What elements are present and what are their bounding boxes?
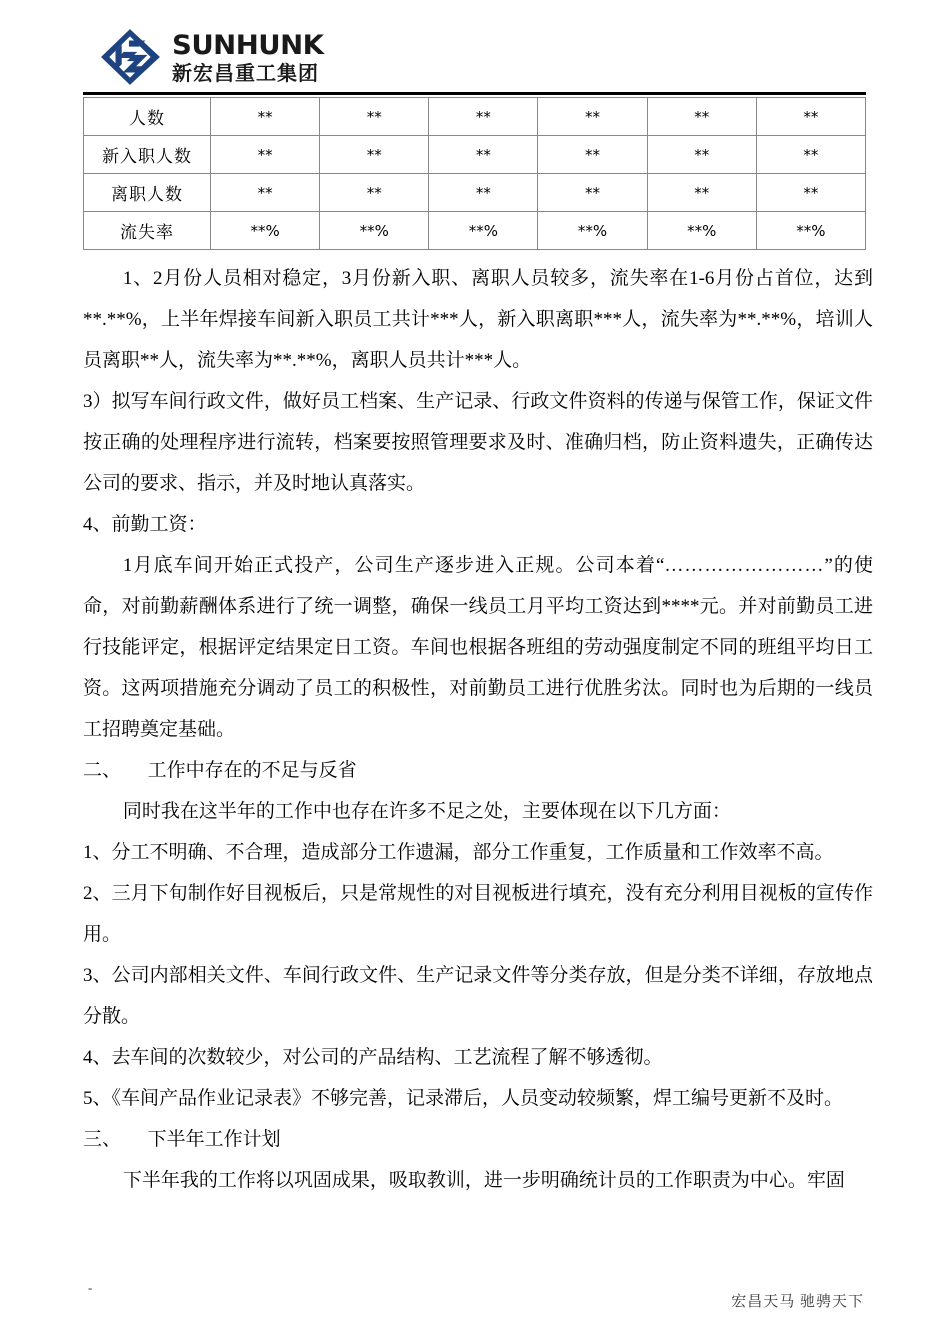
item4-text-after-quote: ”的使命，对前勤薪酬体系进行了统一调整，确保一线员工月平均工资达到****元。并对前勤员工进行技能评定，根据评定结果定日工资。车间也根据各班组的劳动强度制定不同的班组平均日工资。这两项措施充分调动了员工的积极性，对前勤员工进行优胜劣汰。同时也为后期的一线员工招聘奠定基础。	[83, 555, 873, 740]
paragraph-shortcoming-1: 1、分工不明确、不合理，造成部分工作遗漏，部分工作重复，工作质量和工作效率不高。	[83, 842, 834, 863]
table-cell: **%	[538, 212, 647, 250]
table-top-rule	[83, 92, 866, 95]
heading-section-2	[83, 750, 873, 791]
footer-left-mark: -	[88, 1280, 93, 1295]
table-cell: **	[211, 174, 320, 212]
table-cell: **%	[211, 212, 320, 250]
table-cell: **	[647, 98, 756, 136]
section-3-number: 三、	[83, 1129, 122, 1150]
document-body	[83, 258, 873, 1201]
table-cell: **	[429, 98, 538, 136]
section-2-title: 工作中存在的不足与反省	[147, 760, 357, 781]
table-cell: **	[647, 174, 756, 212]
section-3-title: 下半年工作计划	[147, 1129, 281, 1150]
paragraph-section-2-intro: 同时我在这半年的工作中也存在许多不足之处，主要体现在以下几方面：	[122, 801, 731, 822]
row-label: 新入职人数	[84, 136, 211, 174]
footer-slogan: 宏昌天马 驰骋天下	[731, 1294, 864, 1310]
paragraph-shortcoming-4: 4、去车间的次数较少，对公司的产品结构、工艺流程了解不够透彻。	[83, 1047, 663, 1068]
table-cell: **	[429, 136, 538, 174]
table-cell: **%	[756, 212, 865, 250]
table-cell: **	[320, 174, 429, 212]
table-cell: **	[320, 98, 429, 136]
logo-chinese-text: 新宏昌重工集团	[172, 60, 319, 85]
table-cell: **	[756, 174, 865, 212]
table-cell: **	[538, 174, 647, 212]
paragraph-item-4-body	[83, 545, 873, 750]
table-cell: **%	[647, 212, 756, 250]
paragraph-shortcoming-2: 2、三月下旬制作好目视板后，只是常规性的对目视板进行填充，没有充分利用目视板的宣传作用。	[83, 883, 873, 945]
paragraph-shortcoming-5: 5、《车间产品作业记录表》不够完善，记录滞后，人员变动较频繁，焊工编号更新不及时。	[83, 1088, 844, 1109]
section-2-number: 二、	[83, 760, 122, 781]
paragraph-table-summary: 1、2月份人员相对稳定，3月份新入职、离职人员较多，流失率在1-6月份占首位，达到**.**%，上半年焊接车间新入职员工共计***人，新入职离职***人，流失率为**.**%，培训人员离职**人，流失率为**.**%，离职人员共计***人。	[83, 268, 873, 371]
sunhunk-logo-icon	[100, 28, 162, 86]
paragraph-shortcoming-3: 3、公司内部相关文件、车间行政文件、生产记录文件等分类存放，但是分类不详细，存放地点分散。	[83, 965, 873, 1027]
item4-ellipsis: ……………………	[664, 555, 825, 576]
row-label: 离职人数	[84, 174, 211, 212]
table-cell: **	[756, 136, 865, 174]
table-cell: **	[647, 136, 756, 174]
table-row	[84, 136, 866, 174]
row-label: 流失率	[84, 212, 211, 250]
paragraph-item-3: 3）拟写车间行政文件，做好员工档案、生产记录、行政文件资料的传递与保管工作，保证文件按正确的处理程序进行流转，档案要按照管理要求及时、准确归档，防止资料遗失，正确传达公司的要求、指示，并及时地认真落实。	[83, 391, 873, 494]
table-cell: **	[538, 98, 647, 136]
staff-statistics-table-wrapper	[83, 97, 866, 250]
row-label: 人数	[84, 98, 211, 136]
paragraph-section-3-intro: 下半年我的工作将以巩固成果，吸取教训，进一步明确统计员的工作职责为中心。牢固	[122, 1170, 845, 1191]
heading-section-3	[83, 1119, 873, 1160]
table-body	[84, 98, 866, 250]
logo-latin-text: SUNHUNK	[172, 29, 324, 61]
table-cell: **%	[429, 212, 538, 250]
table-cell: **	[538, 136, 647, 174]
table-cell: **	[756, 98, 865, 136]
item4-text-before-quote: 1月底车间开始正式投产，公司生产逐步进入正规。公司本着“	[122, 555, 665, 576]
table-cell: **	[211, 136, 320, 174]
logo-wordmark	[172, 29, 324, 85]
table-cell: **%	[320, 212, 429, 250]
table-row	[84, 98, 866, 136]
table-row	[84, 212, 866, 250]
company-logo-header	[100, 26, 324, 88]
table-cell: **	[429, 174, 538, 212]
paragraph-item-4-title: 4、前勤工资：	[83, 514, 207, 535]
staff-statistics-table	[83, 97, 866, 250]
table-cell: **	[320, 136, 429, 174]
table-cell: **	[211, 98, 320, 136]
table-row	[84, 174, 866, 212]
page-footer	[0, 1280, 950, 1320]
